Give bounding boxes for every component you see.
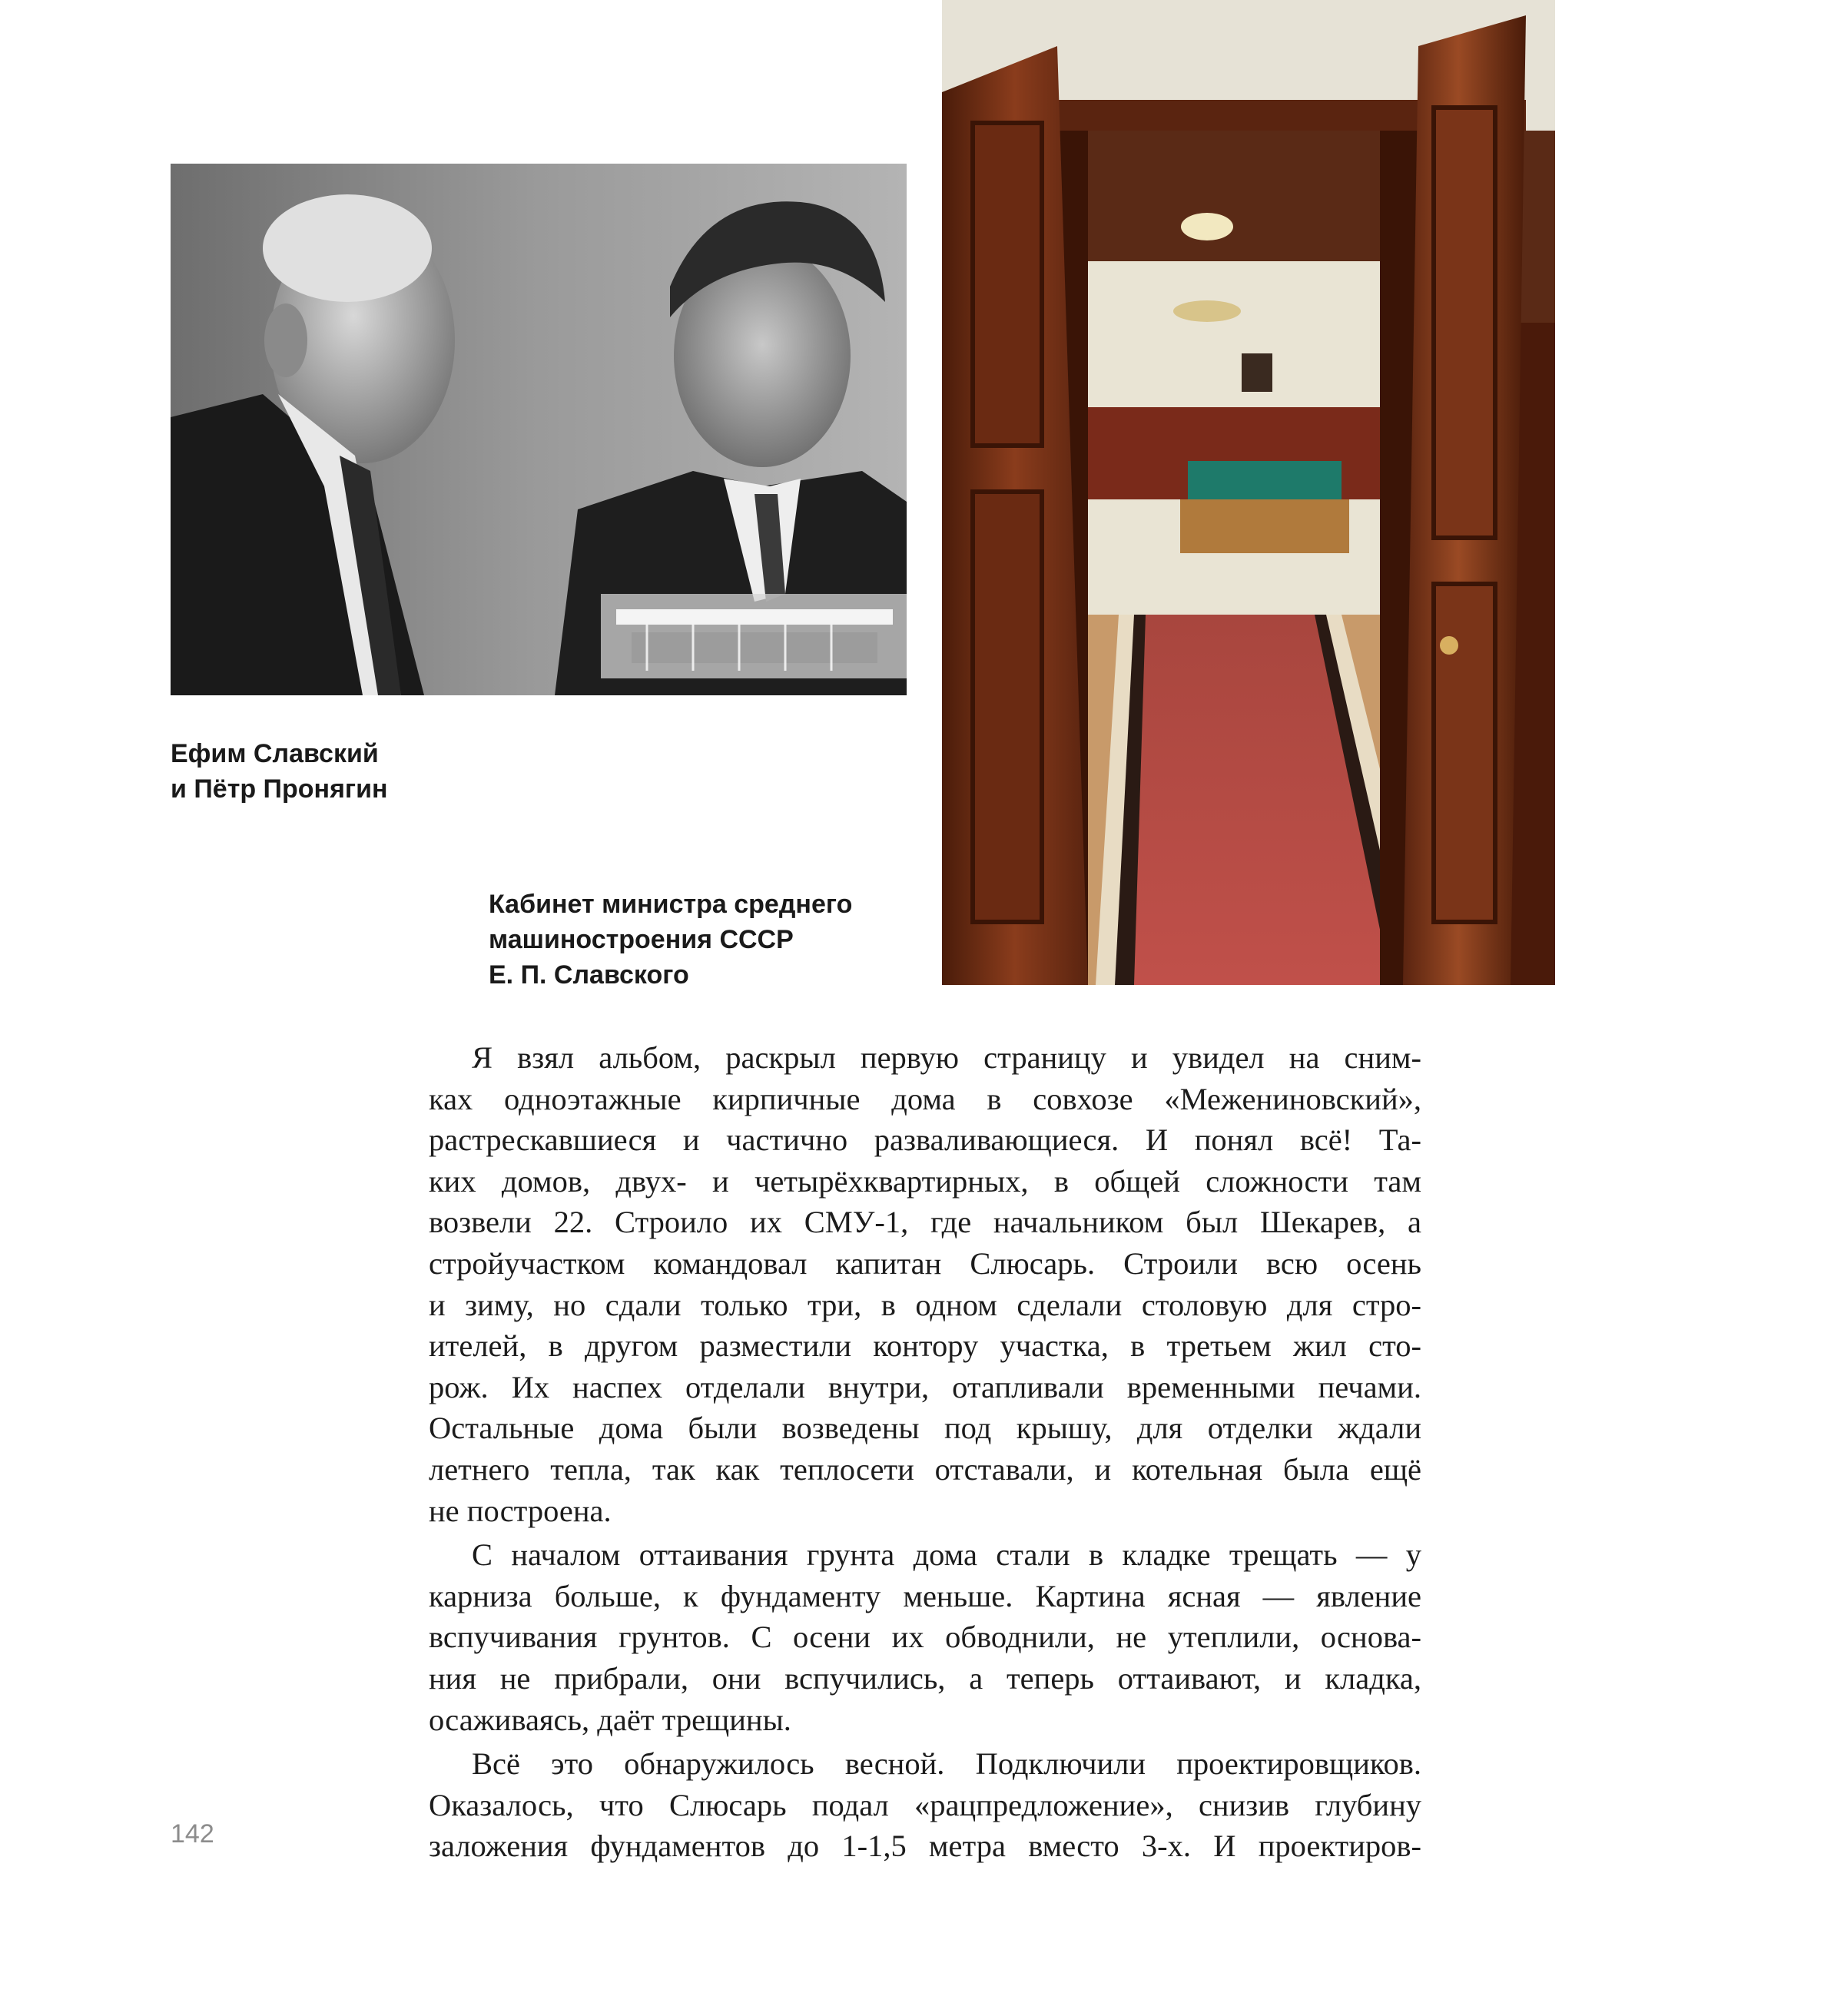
- text-line: Остальные дома были возведены под крышу, для отделки ждали: [429, 1411, 1421, 1446]
- office-doorway-photo: [942, 0, 1555, 985]
- text-line: Всё это обнаружилось весной. Подключили проектировщиков.: [472, 1746, 1421, 1782]
- text-line: вспучивания грунтов. С осени их обводнили, не утеплили, основа-: [429, 1620, 1421, 1655]
- text-line: карниза больше, к фундаменту меньше. Картина ясная — явление: [429, 1578, 1421, 1613]
- text-line: и зиму, но сдали только три, в одном сделали столовую для стро-: [429, 1287, 1421, 1322]
- paragraph: [429, 1037, 1421, 1531]
- text-line: ках одноэтажные кирпичные дома в совхозе «Межениновский»,: [429, 1081, 1421, 1116]
- office-doorway-image: [942, 0, 1555, 985]
- portrait-photo: [171, 164, 907, 695]
- paragraph: [429, 1534, 1421, 1740]
- text-line: ителей, в другом разместили контору участка, в третьем жил сто-: [429, 1328, 1421, 1364]
- paragraph: [429, 1743, 1421, 1867]
- office-caption: [489, 887, 852, 993]
- office-caption-line: машиностроения СССР: [489, 925, 794, 954]
- text-line: Оказалось, что Слюсарь подал «рацпредложение», снизив глубину: [429, 1787, 1421, 1822]
- portrait-caption-line: Ефим Славский: [171, 739, 379, 768]
- text-line: рож. Их наспех отделали внутри, отапливали временными печами.: [429, 1369, 1421, 1404]
- text-line: растрескавшиеся и частично разваливающиеся. И понял всё! Та-: [429, 1122, 1421, 1158]
- text-line: осаживаясь, даёт трещины.: [429, 1702, 791, 1737]
- portrait-photo-image: [171, 164, 907, 695]
- portrait-caption-line: и Пётр Пронягин: [171, 774, 388, 804]
- office-caption-line: Кабинет министра среднего: [489, 890, 853, 919]
- office-caption-line: Е. П. Славского: [489, 960, 689, 990]
- text-line: ких домов, двух- и четырёхквартирных, в общей сложности там: [429, 1163, 1421, 1199]
- text-line: стройучастком командовал капитан Слюсарь. Строили всю осень: [429, 1245, 1421, 1281]
- text-line: возвели 22. Строило их СМУ-1, где начальником был Шекарев, а: [429, 1205, 1421, 1240]
- body-text: [429, 1037, 1421, 1870]
- text-line: Я взял альбом, раскрыл первую страницу и увидел на сним-: [472, 1040, 1421, 1075]
- text-line: ния не прибрали, они вспучились, а теперь оттаивают, и кладка,: [429, 1660, 1421, 1696]
- page-number: 142: [171, 1819, 214, 1849]
- text-line: заложения фундаментов до 1-1,5 метра вместо 3-х. И проектиров-: [429, 1829, 1421, 1864]
- text-line: не построена.: [429, 1493, 612, 1528]
- text-line: летнего тепла, так как теплосети отставали, и котельная была ещё: [429, 1451, 1421, 1487]
- text-line: С началом оттаивания грунта дома стали в кладке трещать — у: [472, 1537, 1421, 1573]
- portrait-caption: [171, 736, 388, 807]
